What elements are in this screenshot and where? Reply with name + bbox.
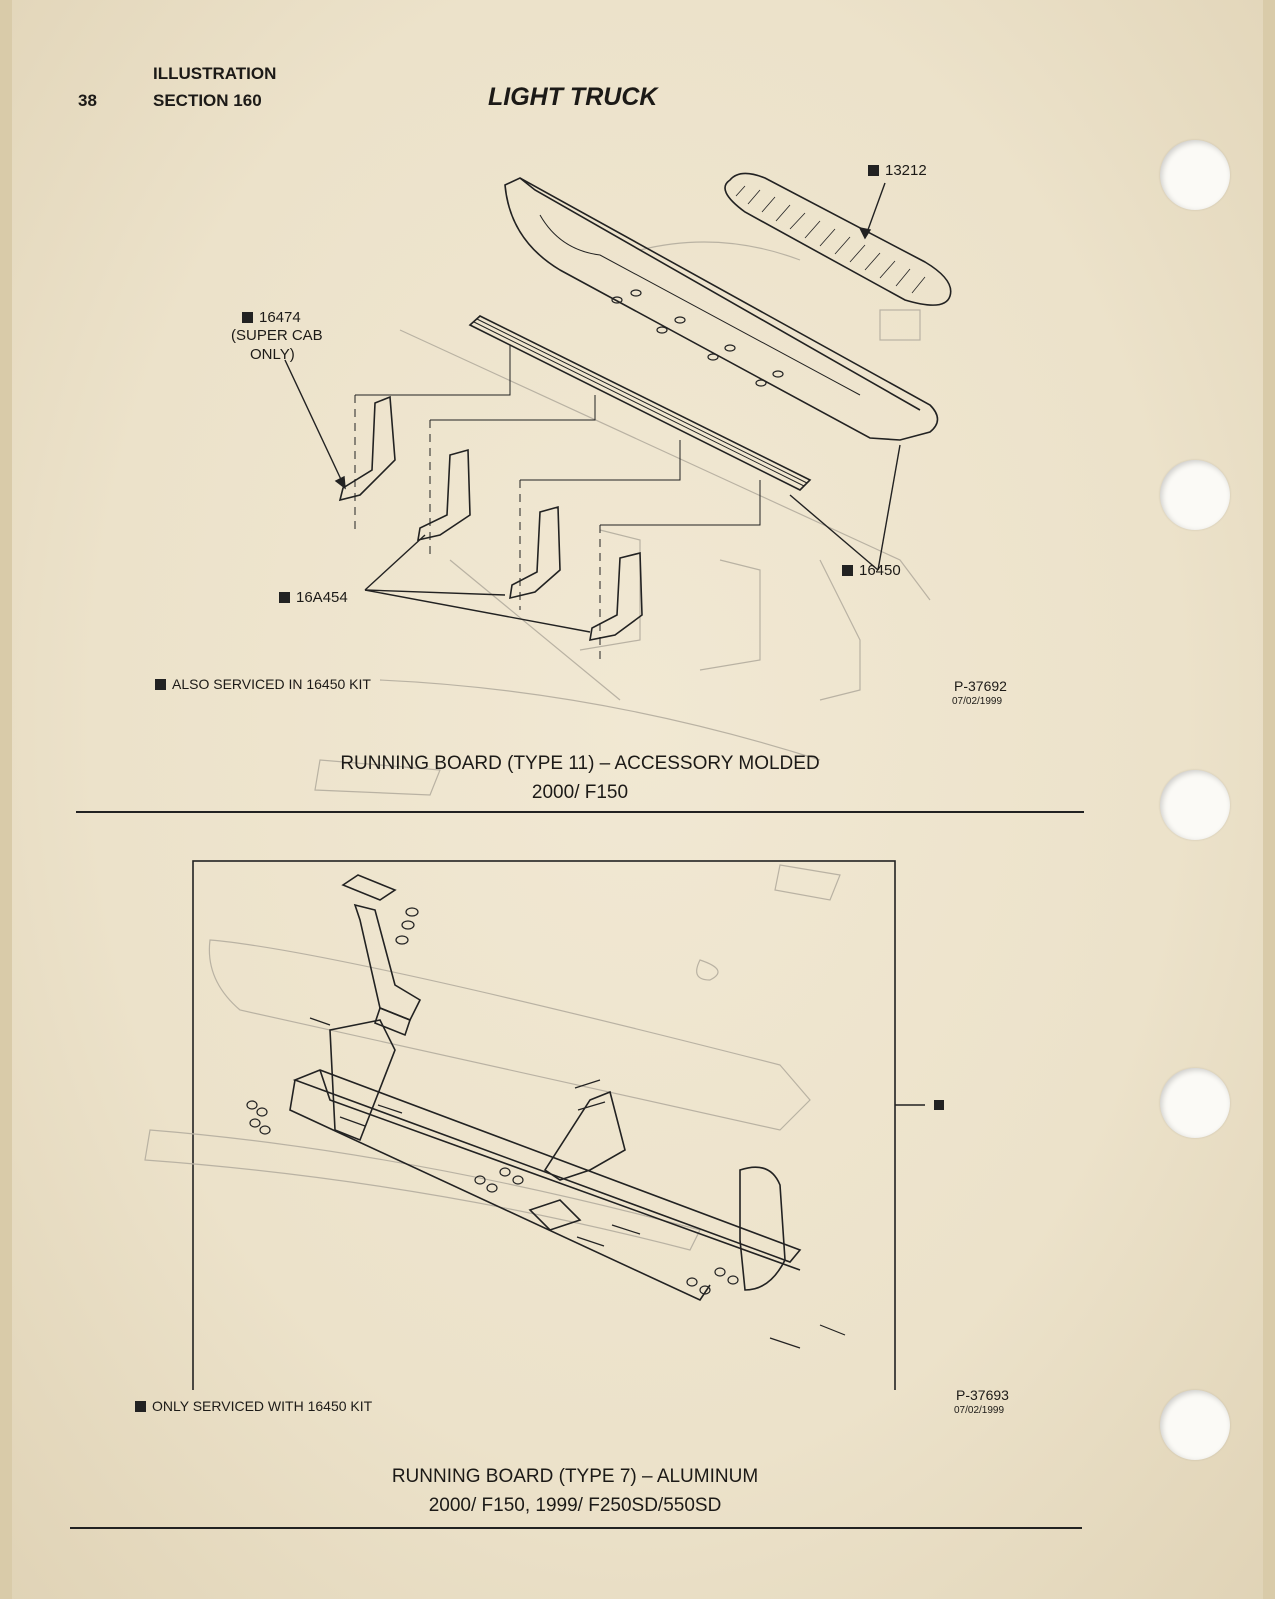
figure1-caption-line1: RUNNING BOARD (TYPE 11) – ACCESSORY MOLDED xyxy=(340,753,820,774)
upper-bracket xyxy=(343,875,420,1035)
callout-16450: 16450 xyxy=(842,562,901,579)
assembly-leader-lines xyxy=(355,345,760,660)
frame-kit-marker xyxy=(934,1100,944,1110)
page-number: 38 xyxy=(78,91,97,110)
figure1-caption-line2: 2000/ F150 xyxy=(531,782,629,803)
aluminum-running-board xyxy=(290,1020,800,1300)
figure2-frame xyxy=(193,861,895,1390)
section-line-1: ILLUSTRATION xyxy=(153,64,277,83)
tread-strip xyxy=(470,316,810,490)
step-pad-13212 xyxy=(725,173,951,305)
figure2-note: ONLY SERVICED WITH 16450 KIT xyxy=(135,1398,372,1414)
page-title: LIGHT TRUCK xyxy=(488,83,658,111)
callout-16474-note-2: ONLY) xyxy=(250,346,295,363)
binder-hole-5 xyxy=(1160,1390,1230,1460)
figure2-caption-line1: RUNNING BOARD (TYPE 7) – ALUMINUM xyxy=(391,1466,759,1487)
kit-marker-icon xyxy=(155,679,166,690)
section-line-2: SECTION 160 xyxy=(153,91,262,110)
callout-13212: 13212 xyxy=(868,162,927,179)
mounting-brackets xyxy=(340,397,642,640)
figure2-caption-line2: 2000/ F150, 1999/ F250SD/550SD xyxy=(428,1495,722,1516)
kit-marker-icon xyxy=(868,165,879,176)
figure1-note: ALSO SERVICED IN 16450 KIT xyxy=(155,676,371,692)
figure2-ref-code: P-37693 xyxy=(956,1387,1009,1403)
callout-16474: 16474 xyxy=(242,309,301,326)
hardware-fasteners xyxy=(247,908,845,1348)
figure2-ref-date: 07/02/1999 xyxy=(954,1405,1005,1416)
figure2-illustration xyxy=(0,830,1275,1390)
kit-marker-icon xyxy=(242,312,253,323)
figure1-divider xyxy=(76,811,1084,813)
kit-marker-icon xyxy=(842,565,853,576)
kit-marker-icon xyxy=(279,592,290,603)
figure1-ref-code: P-37692 xyxy=(954,678,1007,694)
figure2-divider xyxy=(70,1527,1082,1529)
callout-16474-note-1: (SUPER CAB xyxy=(231,327,323,344)
kit-marker-icon xyxy=(135,1401,146,1412)
bleed-through-ghost-lines xyxy=(315,242,930,795)
figure1-ref-date: 07/02/1999 xyxy=(952,696,1003,707)
callout-16A454: 16A454 xyxy=(279,589,348,606)
callout-arrows xyxy=(285,183,900,632)
